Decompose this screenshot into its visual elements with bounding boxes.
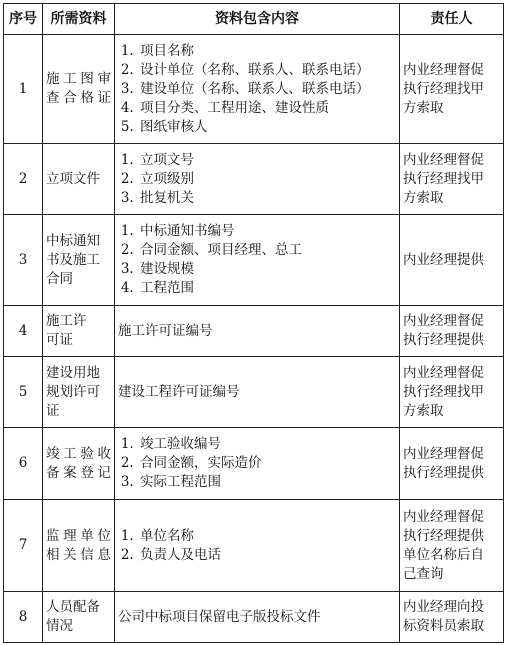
doc-name-line: 施工图审 (46, 71, 111, 87)
doc-name-line: 查合格证 (46, 90, 111, 106)
contents-cell (115, 144, 400, 215)
header-row (4, 4, 504, 35)
list-item: 2. 负责人及电话 (138, 546, 396, 565)
seq-cell: 6 (4, 428, 43, 500)
doc-name-line: 建设用地 (46, 364, 100, 381)
doc-name-cell (43, 428, 115, 500)
doc-name-line: 施工许 (46, 313, 87, 329)
doc-name-cell (43, 35, 115, 144)
responsible-line: 执行经理找甲 (403, 80, 484, 97)
table-body (4, 35, 504, 643)
doc-name-line: 中标通知 (46, 232, 100, 249)
list-item: 1. 立项文号 (138, 151, 396, 170)
doc-name-cell (43, 357, 115, 428)
responsible-line: 方索取 (403, 189, 444, 206)
doc-name-line: 相关信息 (46, 546, 111, 563)
list-item: 2. 立项级别 (138, 170, 396, 189)
responsible-line: 内业经理督促 (403, 508, 484, 525)
contents-list (118, 151, 396, 208)
contents-list (118, 222, 396, 298)
responsible-cell (400, 357, 504, 428)
list-item: 2. 合同金额、项目经理、总工 (138, 241, 396, 260)
responsible-line: 执行经理找甲 (403, 170, 484, 187)
responsible-line: 内业经理督促 (403, 151, 484, 168)
responsible-line: 内业经理督促 (403, 364, 484, 381)
responsible-line: 执行经理找甲 (403, 383, 484, 400)
responsible-line: 执行经理提供 (403, 332, 484, 348)
header-responsible: 责任人 (400, 4, 504, 35)
doc-name-cell (43, 215, 115, 306)
contents-cell (115, 500, 400, 592)
table-row (4, 215, 504, 306)
list-item: 3. 批复机关 (138, 189, 396, 208)
header-seq: 序号 (4, 4, 43, 35)
seq-cell: 2 (4, 144, 43, 215)
table-row (4, 306, 504, 357)
doc-name-cell (43, 592, 115, 643)
doc-name-cell (43, 500, 115, 592)
contents-cell (115, 357, 400, 428)
doc-name-line: 合同 (46, 270, 73, 287)
contents-list (118, 435, 396, 492)
table-row (4, 357, 504, 428)
responsible-line: 内业经理向投 (403, 599, 484, 615)
responsible-line: 执行经理提供 (403, 527, 484, 544)
list-item: 2. 设计单位（名称、联系人、联系电话） (138, 61, 396, 80)
list-item: 1. 单位名称 (138, 527, 396, 546)
list-item: 1. 项目名称 (138, 42, 396, 61)
contents-text: 施工许可证编号 (118, 322, 213, 339)
responsible-line: 方索取 (403, 402, 444, 419)
responsible-cell (400, 428, 504, 500)
contents-cell (115, 35, 400, 144)
responsible-line: 内业经理督促 (403, 61, 484, 78)
table-row (4, 500, 504, 592)
contents-cell (115, 306, 400, 357)
table-row (4, 592, 504, 643)
responsible-line: 内业经理督促 (403, 313, 484, 329)
doc-name-line: 立项文件 (46, 170, 100, 187)
list-item: 5. 图纸审核人 (138, 118, 396, 137)
responsible-cell (400, 144, 504, 215)
doc-name-cell (43, 144, 115, 215)
contents-cell (115, 592, 400, 643)
doc-name-line: 证 (46, 402, 60, 419)
responsible-line: 内业经理督促 (403, 445, 484, 462)
seq-cell: 3 (4, 215, 43, 306)
doc-name-line: 竣工验收 (46, 445, 111, 462)
table-header (4, 4, 504, 35)
doc-name-cell (43, 306, 115, 357)
list-item: 3. 实际工程范围 (138, 473, 396, 492)
header-doc-contents: 资料包含内容 (115, 4, 400, 35)
list-item: 4. 工程范围 (138, 279, 396, 298)
responsible-line: 内业经理提供 (403, 251, 484, 268)
list-item: 3. 建设规模 (138, 260, 396, 279)
responsible-line: 方索取 (403, 99, 444, 116)
contents-text: 建设工程许可证编号 (118, 383, 240, 400)
list-item: 3. 建设单位（名称、联系人、联系电话） (138, 80, 396, 99)
table-row (4, 144, 504, 215)
doc-name-line: 备案登记 (46, 464, 111, 481)
responsible-line: 执行经理提供 (403, 464, 484, 481)
contents-list (118, 527, 396, 565)
seq-cell: 5 (4, 357, 43, 428)
seq-cell: 4 (4, 306, 43, 357)
list-item: 2. 合同金额，实际造价 (138, 454, 396, 473)
doc-name-line: 书及施工 (46, 251, 100, 268)
documents-table (3, 3, 504, 643)
responsible-cell (400, 592, 504, 643)
doc-name-line: 可证 (46, 332, 73, 348)
seq-cell: 1 (4, 35, 43, 144)
list-item: 1. 中标通知书编号 (138, 222, 396, 241)
doc-name-line: 情况 (46, 618, 73, 634)
responsible-cell (400, 215, 504, 306)
contents-cell (115, 215, 400, 306)
responsible-line: 单位名称后自 (403, 546, 484, 563)
responsible-line: 己查询 (403, 565, 444, 582)
contents-list (118, 42, 396, 137)
table-row (4, 428, 504, 500)
responsible-cell (400, 500, 504, 592)
responsible-line: 标资料员索取 (403, 618, 484, 634)
contents-text: 公司中标项目保留电子版投标文件 (118, 608, 321, 625)
responsible-cell (400, 306, 504, 357)
doc-name-line: 规划许可 (46, 383, 100, 400)
doc-name-line: 监理单位 (46, 527, 111, 544)
list-item: 4. 项目分类、工程用途、建设性质 (138, 99, 396, 118)
contents-cell (115, 428, 400, 500)
seq-cell: 8 (4, 592, 43, 643)
seq-cell: 7 (4, 500, 43, 592)
table-row (4, 35, 504, 144)
doc-name-line: 人员配备 (46, 599, 100, 615)
header-required-docs: 所需资料 (43, 4, 115, 35)
responsible-cell (400, 35, 504, 144)
list-item: 1. 竣工验收编号 (138, 435, 396, 454)
